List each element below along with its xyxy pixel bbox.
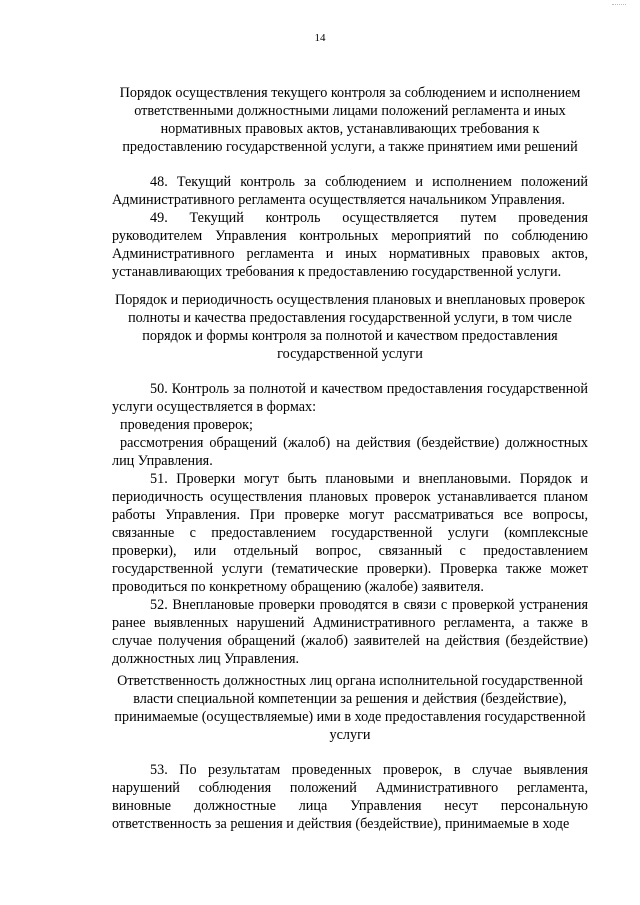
page-number: 14: [314, 32, 326, 44]
section-heading-inspections: Порядок и периодичность осуществления плановых и внеплановых проверок полноты и качества предоставления государственной услуги, в том числе порядок и формы контроля за полнотой и качеством предоставления государственной услуги: [114, 292, 586, 362]
scan-artifact: [612, 4, 626, 11]
paragraph-48: 48. Текущий контроль за соблюдением и исполнением положений Административного регламента осуществляется начальником Управления.: [112, 174, 588, 208]
paragraph-49: 49. Текущий контроль осуществляется путем проведения руководителем Управления контрольных мероприятий по соблюдению Административного регламента и иных нормативных правовых актов, устанавливающих требования к предоставлению государственной услуги.: [112, 210, 588, 280]
paragraph-53: 53. По результатам проведенных проверок, в случае выявления нарушений соблюдения положений Административного регламента, виновные должностные лица Управления несут персональную ответственность за решения и действия (бездействие), принимаемые в ходе: [112, 762, 588, 832]
paragraph-50-item-2: рассмотрения обращений (жалоб) на действия (бездействие) должностных лиц Управления.: [112, 435, 588, 469]
section-current-control: [112, 84, 588, 281]
section-responsibility: [112, 672, 588, 833]
paragraph-51: 51. Проверки могут быть плановыми и внеплановыми. Порядок и периодичность осуществления плановых проверок устанавливается планом работы Управления. При проверке могут рассматриваться все вопросы, связанные с предоставлением государственной услуги (комплексные проверки), или отдельный вопрос, связанный с предоставлением государственной услуги (тематические проверки). Проверка также может проводиться по конкретному обращению (жалобе) заявителя.: [112, 471, 588, 595]
paragraph-50: 50. Контроль за полнотой и качеством предоставления государственной услуги осуществляется в формах:: [112, 381, 588, 415]
section-heading-current-control: Порядок осуществления текущего контроля за соблюдением и исполнением ответственными должностными лицами положений регламента и иных нормативных правовых актов, устанавливающих требования к предоставлению государственной услуги, а также принятием ими решений: [119, 85, 581, 155]
section-inspections: [112, 291, 588, 668]
section-heading-responsibility: Ответственность должностных лиц органа исполнительной государственной власти специальной компетенции за решения и действия (бездействие), принимаемые (осуществляемые) ими в ходе предоставления государственной услуги: [114, 673, 586, 743]
paragraph-52: 52. Внеплановые проверки проводятся в связи с проверкой устранения ранее выявленных нарушений Административного регламента, а также в случае получения обращений (жалоб) заявителей на действия (бездействие) должностных лиц Управления.: [112, 597, 588, 667]
paragraph-50-item-1: проведения проверок;: [120, 417, 253, 433]
